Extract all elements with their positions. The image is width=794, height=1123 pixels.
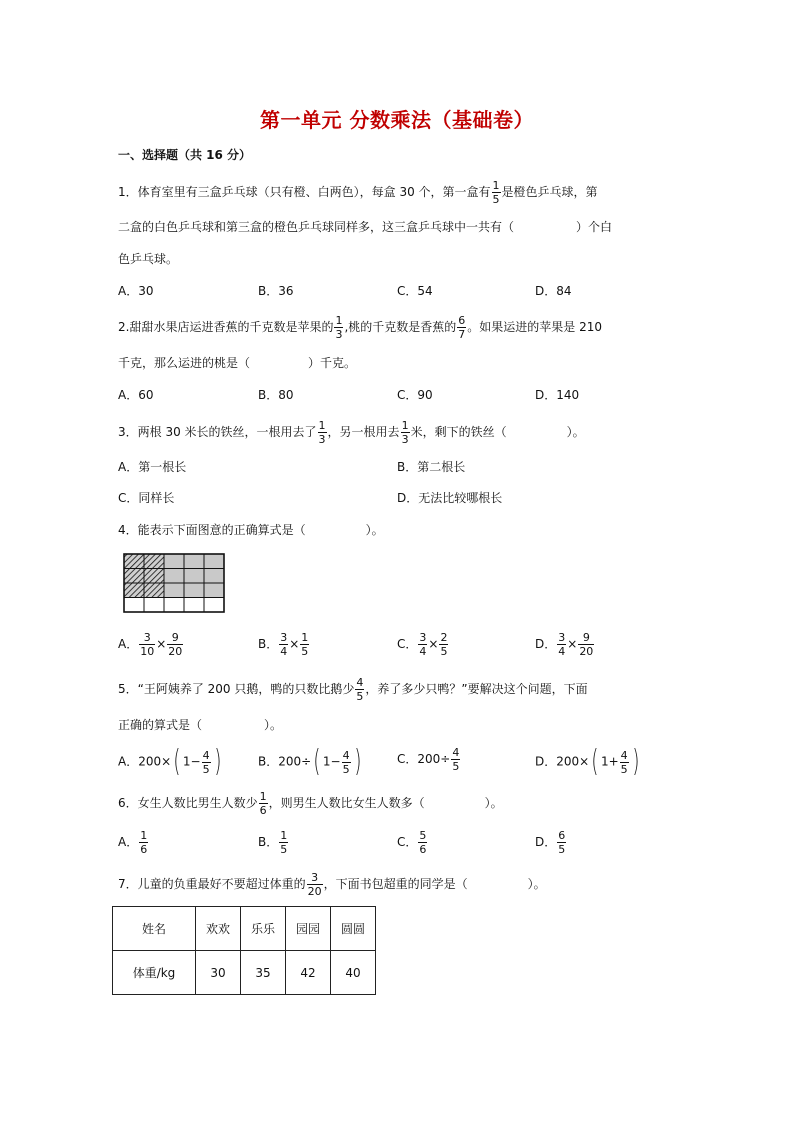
q6-text-a: 6．女生人数比男生人数少: [118, 796, 258, 810]
q1-option-b[interactable]: B．36: [258, 284, 294, 298]
fraction: $\frac{6}{5}$: [558, 829, 566, 856]
option-inner: 1−: [322, 754, 341, 769]
q4-text: 4．能表示下面图意的正确算式是（: [118, 523, 306, 537]
question-6: [118, 791, 503, 816]
fraction: $\frac{1}{6}$: [140, 829, 148, 856]
table-cell: 35: [241, 951, 286, 995]
q2-text-b: ,桃的千克数是香蕉的: [344, 320, 457, 334]
fraction: $\frac{1}{5}$: [301, 631, 309, 658]
q7-fraction: $\frac{3}{20}$: [307, 871, 322, 898]
option-label: C．: [397, 752, 418, 766]
fraction: $\frac{4}{5}$: [342, 748, 350, 776]
table-row: [113, 907, 376, 951]
fraction: $\frac{5}{6}$: [419, 829, 427, 856]
table-header-cell: 欢欢: [196, 907, 241, 951]
fraction: $\frac{3}{10}$: [140, 631, 155, 658]
q3-option-b[interactable]: B．第二根长: [397, 460, 466, 474]
grid-cell-shaded: [164, 554, 184, 569]
q7-text-b: ，下面书包超重的同学是（: [323, 877, 468, 891]
right-paren: ): [353, 744, 361, 779]
grid-cell-shaded: [184, 554, 204, 569]
q6-option-b[interactable]: [258, 830, 289, 855]
times-sign: ×: [428, 637, 439, 651]
q7-text-c: ）。: [527, 877, 546, 891]
q3-fraction-2: $\frac{1}{3}$: [401, 419, 409, 446]
grid-figure: [122, 553, 228, 613]
option-label: C．: [397, 835, 418, 849]
q5-line2b: ）。: [264, 718, 283, 732]
left-paren: (: [173, 744, 181, 779]
option-label: B．: [258, 754, 279, 769]
q6-fraction: $\frac{1}{6}$: [259, 790, 267, 817]
grid-cell-shaded: [164, 569, 184, 584]
q2-option-b[interactable]: B．80: [258, 388, 294, 402]
q2-line2b: ）千克。: [308, 356, 357, 370]
grid-cell-empty: [184, 598, 204, 613]
grid-cell-hatched: [124, 583, 144, 598]
right-paren: ): [213, 744, 221, 779]
table-header-cell: 姓名: [113, 907, 196, 951]
option-label: B．: [258, 637, 279, 651]
q2-option-d[interactable]: D．140: [535, 388, 580, 402]
q6-option-d[interactable]: [535, 830, 567, 855]
question-1-line-2: [118, 218, 612, 235]
option-label: A．: [118, 637, 139, 651]
grid-cell-hatched: [144, 583, 164, 598]
option-inner: 1+: [600, 754, 619, 769]
q4-text-end: ）。: [365, 523, 384, 537]
option-label: D．: [535, 754, 557, 769]
option-label: A．: [118, 835, 139, 849]
q2-text-a: 2.甜甜水果店运进香蕉的千克数是苹果的: [118, 320, 334, 334]
q7-text-a: 7．儿童的负重最好不要超过体重的: [118, 877, 306, 891]
option-label: A．: [118, 754, 139, 769]
left-paren: (: [591, 744, 599, 779]
q4-option-b[interactable]: [258, 632, 310, 657]
q1-option-c[interactable]: C．54: [397, 284, 433, 298]
grid-cell-empty: [204, 598, 224, 613]
q2-line2a: 千克，那么运进的桃是（: [118, 356, 251, 370]
q1-line3: 色乒乓球。: [118, 252, 179, 266]
q5-option-d[interactable]: [535, 744, 641, 779]
option-label: D．: [535, 637, 557, 651]
table-row: [113, 951, 376, 995]
q1-option-d[interactable]: D．84: [535, 284, 572, 298]
q2-text-c: 。如果运进的苹果是 210: [467, 320, 603, 334]
q3-text-a: 3．两根 30 米长的铁丝，一根用去了: [118, 425, 317, 439]
table-header-cell: 园园: [286, 907, 331, 951]
question-5: [118, 677, 588, 702]
grid-cell-empty: [124, 598, 144, 613]
fraction: $\frac{2}{5}$: [440, 631, 448, 658]
q5-option-a[interactable]: [118, 744, 223, 779]
q5-line2a: 正确的算式是（: [118, 718, 203, 732]
q5-option-b[interactable]: [258, 744, 363, 779]
fraction: $\frac{4}{5}$: [452, 746, 460, 773]
grid-cell-hatched: [124, 554, 144, 569]
fraction: $\frac{9}{20}$: [168, 631, 183, 658]
question-3: [118, 420, 585, 445]
q3-option-a[interactable]: A．第一根长: [118, 460, 187, 474]
option-expr: 200÷: [278, 754, 312, 769]
section-heading: 一、选择题（共 16 分）: [118, 148, 252, 162]
q3-option-c[interactable]: C．同样长: [118, 491, 175, 505]
table-cell: 体重/kg: [113, 951, 196, 995]
page-title: 第一单元 分数乘法（基础卷）: [260, 108, 534, 132]
q3-text-d: ）。: [566, 425, 585, 439]
grid-cell-hatched: [124, 569, 144, 584]
times-sign: ×: [156, 637, 167, 651]
fraction: $\frac{3}{4}$: [558, 631, 566, 658]
option-label: D．: [535, 835, 557, 849]
q2-option-a[interactable]: A．60: [118, 388, 154, 402]
option-label: B．: [258, 835, 279, 849]
fraction: $\frac{3}{4}$: [419, 631, 427, 658]
q1-option-a[interactable]: A．30: [118, 284, 154, 298]
q1-text-b: 是橙色乒乓球，第: [501, 185, 598, 199]
q3-text-c: 米，剩下的铁丝（: [410, 425, 507, 439]
option-expr: 200×: [138, 754, 172, 769]
option-expr: 200÷: [417, 752, 451, 766]
q2-option-c[interactable]: C．90: [397, 388, 433, 402]
q6-option-c[interactable]: [397, 830, 428, 855]
q5-fraction: $\frac{4}{5}$: [356, 676, 364, 703]
q6-text-c: ）。: [484, 796, 503, 810]
q6-text-b: ，则男生人数比女生人数多（: [268, 796, 425, 810]
grid-cell-hatched: [144, 554, 164, 569]
times-sign: ×: [567, 637, 578, 651]
question-5-line-2: [118, 716, 282, 733]
table-header-cell: 圆圆: [331, 907, 376, 951]
table-cell: 30: [196, 951, 241, 995]
grid-cell-shaded: [204, 583, 224, 598]
q5-text-b: ，养了多少只鸭？”要解决这个问题，下面: [365, 682, 588, 696]
q1-line2: 二盒的白色乒乓球和第三盒的橙色乒乓球同样多，这三盒乒乓球中一共有（: [118, 220, 515, 234]
question-1: [118, 180, 598, 205]
table-header-cell: 乐乐: [241, 907, 286, 951]
q2-fraction-1: $\frac{1}{3}$: [335, 314, 343, 341]
right-paren: ): [631, 744, 640, 779]
table-cell: 42: [286, 951, 331, 995]
option-expr: 200×: [556, 754, 590, 769]
question-4: [118, 521, 384, 538]
option-label: C．: [397, 637, 418, 651]
q3-option-d[interactable]: D．无法比较哪根长: [397, 491, 503, 505]
question-2-line-2: [118, 354, 356, 371]
q1-text-a: 1．体育室里有三盒乒乓球（只有橙、白两色），每盒 30 个，第一盒有: [118, 185, 491, 199]
times-sign: ×: [289, 637, 300, 651]
q4-option-d[interactable]: [535, 632, 595, 657]
q1-fraction: $\frac{1}{5}$: [492, 179, 500, 206]
q2-fraction-2: $\frac{6}{7}$: [458, 314, 466, 341]
grid-cell-shaded: [164, 583, 184, 598]
grid-cell-hatched: [144, 569, 164, 584]
q6-option-a[interactable]: [118, 830, 149, 855]
fraction: $\frac{4}{5}$: [620, 748, 628, 776]
q3-fraction-1: $\frac{1}{3}$: [318, 419, 326, 446]
weight-table: [112, 906, 376, 995]
fraction: $\frac{9}{20}$: [579, 631, 594, 658]
fraction: $\frac{3}{4}$: [280, 631, 288, 658]
q3-text-b: ，另一根用去: [327, 425, 400, 439]
q5-option-c[interactable]: [397, 747, 461, 772]
q1-line2b: ）个白: [576, 220, 613, 234]
fraction: $\frac{4}{5}$: [202, 748, 210, 776]
q4-option-c[interactable]: [397, 632, 449, 657]
grid-cell-shaded: [184, 583, 204, 598]
q4-option-a[interactable]: [118, 632, 184, 657]
grid-cell-shaded: [204, 554, 224, 569]
grid-cell-shaded: [204, 569, 224, 584]
q5-text-a: 5．“王阿姨养了 200 只鹅，鸭的只数比鹅少: [118, 682, 355, 696]
left-paren: (: [313, 744, 321, 779]
grid-cell-shaded: [184, 569, 204, 584]
question-7: [118, 872, 546, 897]
grid-cell-empty: [164, 598, 184, 613]
fraction: $\frac{1}{5}$: [280, 829, 288, 856]
table-cell: 40: [331, 951, 376, 995]
question-2: [118, 315, 602, 340]
option-inner: 1−: [182, 754, 201, 769]
grid-cell-empty: [144, 598, 164, 613]
